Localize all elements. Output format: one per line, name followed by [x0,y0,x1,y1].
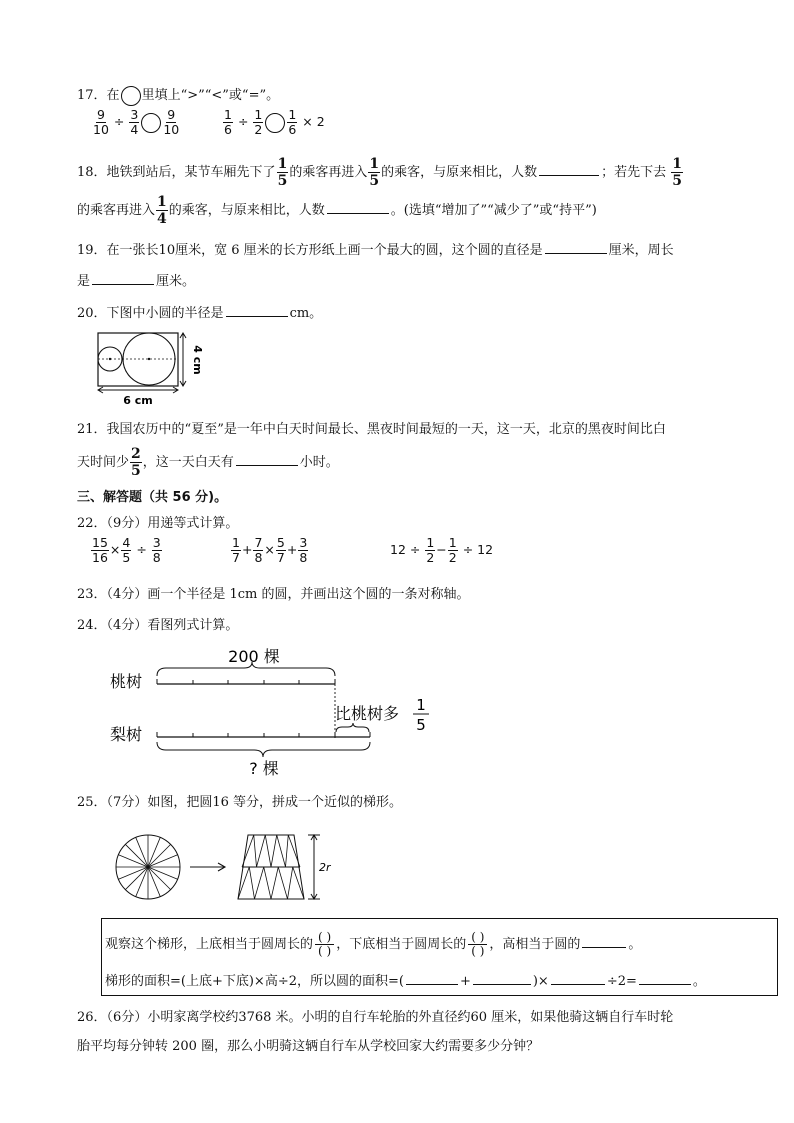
q20-prompt: 20．下图中小圆的半径是 cm。 [77,306,323,321]
top-label: 200 棵 [228,647,280,666]
q26-line-2: 胎平均每分钟转 200 圈，那么小明骑这辆自行车从学校回家大约需要多少分钟？ [77,1039,540,1054]
q24-prompt: 24．（4分）看图列式计算。 [77,618,239,633]
q19-line-1: 19．在一张长10厘米，宽 6 厘米的长方形纸上画一个最大的圆，这个圆的直径是 厘米，周长 [77,243,674,258]
q23-prompt: 23．（4分）画一个半径是 1cm 的圆，并画出这个圆的一条对称轴。 [77,587,470,602]
q17-expr-2: $\frac{1}{6}$ ÷ $\frac{1}{2}$ $\frac{1}{6}$ × 2 [224,107,325,137]
sector-line [148,867,171,890]
q26-line-1: 26．（6分）小明家离学校约3768 米。小明的自行车轮胎的外直径约60 厘米，如果他骑这辆自行车时轮 [77,1010,674,1025]
height-2r-label: 2r [319,861,331,874]
q25-box-line-1: 观察这个梯形，上底相当于圆周长的 ( ) ( ) ，下底相当于圆周长的 ( ) ( ) ，高相当于圆的 。 [105,930,642,958]
answer-blank[interactable] [236,464,298,466]
q22-expr-1: $\frac{15}{16}$ × $\frac{4}{5}$ ÷ $\frac{3}{8}$ [92,535,161,565]
bottom-label: ? 棵 [249,759,279,778]
sector-line [148,844,171,867]
answer-blank[interactable] [473,983,531,985]
q19-line-2: 是 厘米。 [77,274,196,289]
answer-blank[interactable] [92,283,154,285]
svg-text:1: 1 [416,696,426,714]
q24-segment-diagram [104,640,444,785]
approx-trapezoid [238,835,304,899]
answer-blank[interactable] [539,174,599,176]
answer-blank[interactable] [226,315,288,317]
side-label: 比桃树多 [335,704,400,723]
q17-prompt: 17．在 里填上“>”“<”或“=”。 [77,84,279,106]
answer-blank[interactable] [406,983,458,985]
sector-line [125,844,148,867]
q22-expr-3: 12 ÷ $\frac{1}{2}$ − $\frac{1}{2}$ ÷ 12 [390,535,494,565]
q21-line-1: 21．我国农历中的“夏至”是一年中白天时间最长、黑夜时间最短的一天，这一天，北京的黑夜时间比白 [77,422,666,437]
peach-label: 桃树 [110,672,143,691]
q20-circles-figure [90,328,210,408]
q21-line-2: 天时间少 $\frac{2}{5}$ ，这一天白天有 小时。 [77,446,339,479]
q17-expr-1: $\frac{9}{10}$ ÷ $\frac{3}{4}$ $\frac{9}{10}$ [93,107,180,137]
answer-blank[interactable] [545,252,607,254]
svg-text:5: 5 [416,716,426,734]
width-label: 6 cm [123,394,153,407]
q25-answer-box [101,918,778,996]
section-title: 三、解答题（共 56 分)。 [77,490,228,505]
answer-blank[interactable] [582,946,626,948]
compare-circle[interactable] [265,113,285,133]
q25-prompt: 25．（7分）如图，把圆16 等分，拼成一个近似的梯形。 [77,795,402,810]
answer-blank[interactable] [639,983,691,985]
height-label: 4 cm [191,345,204,375]
q18-line-1: 18．地铁到站后，某节车厢先下了 $\frac{1}{5}$ 的乘客再进入 $\frac{1}{5}$ 的乘客，与原来相比，人数 ；若先下去 $\frac{1}{5}$ [77,156,682,189]
compare-circle[interactable] [121,86,141,106]
answer-blank[interactable] [551,983,605,985]
q22-prompt: 22．（9分）用递等式计算。 [77,516,239,531]
divided-circle [116,835,180,899]
q25-circle-to-trapezoid-figure [108,825,348,911]
q25-box-line-2: 梯形的面积=(上底+下底)×高÷2，所以圆的面积=( + )× ÷2= 。 [105,974,706,989]
pear-label: 梨树 [110,725,143,744]
sector-line [125,867,148,890]
q18-line-2: 的乘客再进入 $\frac{1}{4}$ 的乘客，与原来相比，人数 。(选填“增加了”“减少了”或“持平”) [77,194,597,227]
compare-circle[interactable] [141,113,161,133]
answer-blank[interactable] [327,212,389,214]
q22-expr-2: $\frac{1}{7}$ + $\frac{7}{8}$ × $\frac{5}{7}$ + $\frac{3}{8}$ [232,535,308,565]
